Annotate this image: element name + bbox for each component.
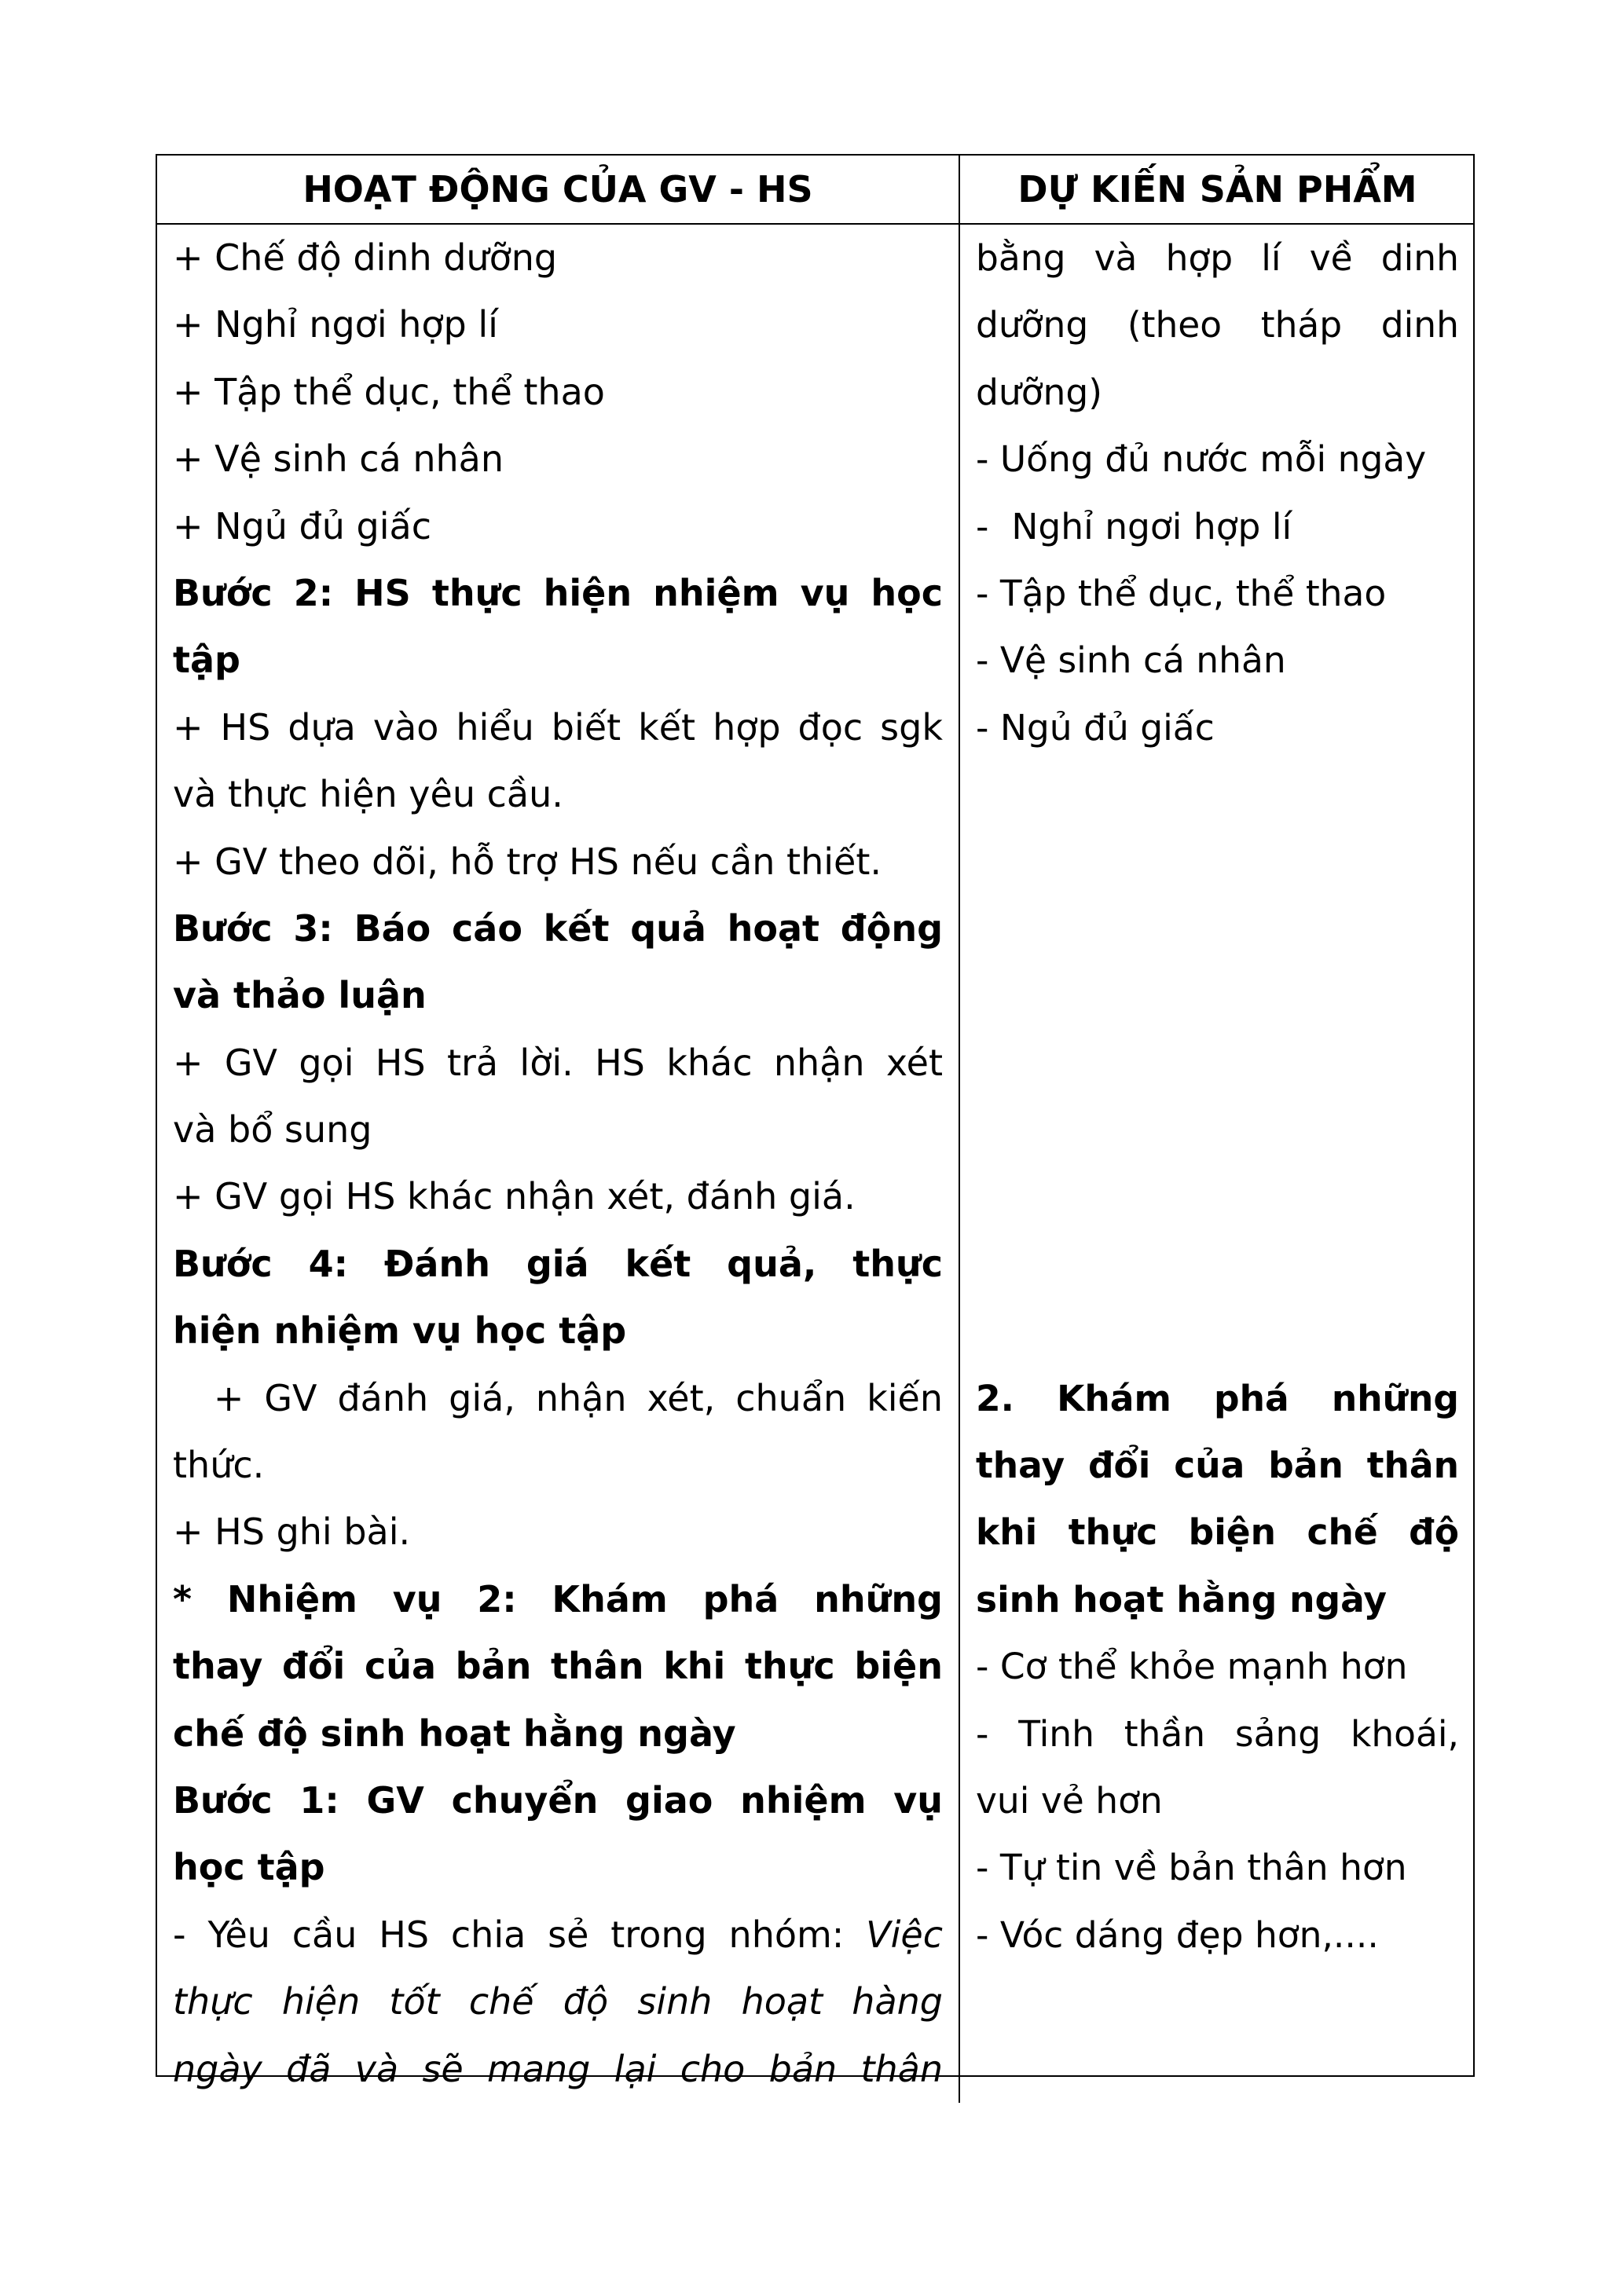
activity-line xyxy=(173,829,943,895)
product-line-text: dưỡng (theo tháp dinh xyxy=(976,304,1459,346)
activity-line-text: + GV theo dõi, hỗ trợ HS nếu cần thiết. xyxy=(173,840,882,883)
activity-line-text: + GV gọi HS khác nhận xét, đánh giá. xyxy=(173,1175,856,1218)
product-line xyxy=(976,1030,1459,1097)
activity-line-text: + Ngủ đủ giấc xyxy=(173,504,431,547)
activity-line-text: hiện nhiệm vụ học tập xyxy=(173,1309,627,1353)
product-line xyxy=(976,1834,1459,1901)
activity-line xyxy=(173,694,943,761)
activity-line-text: ngày đã và sẽ mang lại cho bản thân xyxy=(173,2047,943,2090)
product-line xyxy=(976,627,1459,694)
product-line xyxy=(976,225,1459,291)
product-line xyxy=(976,1633,1459,1700)
product-line-text: dưỡng) xyxy=(976,371,1103,413)
product-line xyxy=(976,1163,1459,1230)
activity-line-text: + Vệ sinh cá nhân xyxy=(173,438,504,481)
activity-line xyxy=(173,761,943,828)
product-line-text: - Ngủ đủ giấc xyxy=(976,706,1215,749)
activity-line xyxy=(173,1499,943,1565)
activity-line xyxy=(173,426,943,493)
activity-line xyxy=(173,1767,943,1834)
activity-line-text: và thực hiện yêu cầu. xyxy=(173,773,563,816)
activity-line xyxy=(173,1432,943,1499)
activity-line xyxy=(173,1163,943,1230)
activity-line-text: + Tập thể dục, thể thao xyxy=(173,370,605,413)
product-line xyxy=(976,1499,1459,1565)
product-line xyxy=(976,694,1459,761)
activity-line-text: + HS dựa vào hiểu biết kết hợp đọc sgk xyxy=(173,705,943,749)
product-line xyxy=(976,1767,1459,1834)
product-line xyxy=(976,291,1459,358)
product-line-text: - Nghỉ ngơi hợp lí xyxy=(976,505,1292,547)
activity-line xyxy=(173,1968,943,2035)
activity-line-text: chế độ sinh hoạt hằng ngày xyxy=(173,1712,736,1755)
activity-line xyxy=(173,1566,943,1633)
activity-line xyxy=(173,493,943,560)
product-line-text: - Tinh thần sảng khoái, xyxy=(976,1712,1459,1755)
activity-line xyxy=(173,359,943,426)
activity-line-text: thực hiện tốt chế độ sinh hoạt hàng xyxy=(173,1980,943,2023)
product-line xyxy=(976,761,1459,828)
activity-line-italic-text: Việc xyxy=(866,1913,943,1956)
product-line xyxy=(976,829,1459,895)
activity-line xyxy=(173,560,943,627)
product-line xyxy=(976,1701,1459,1767)
activity-line-text: + Nghỉ ngơi hợp lí xyxy=(173,303,498,346)
activity-line-text: Bước 2: HS thực hiện nhiệm vụ học xyxy=(173,571,943,614)
activity-line-text: Bước 3: Báo cáo kết quả hoạt động xyxy=(173,906,943,950)
product-line xyxy=(976,1365,1459,1432)
product-line-text: - Vóc dáng đẹp hơn,.... xyxy=(976,1913,1379,1956)
product-line xyxy=(976,493,1459,560)
activity-line-text: Bước 4: Đánh giá kết quả, thực xyxy=(173,1242,943,1285)
product-column xyxy=(960,225,1475,2103)
product-line xyxy=(976,1097,1459,1163)
product-line-text: khi thực biện chế độ xyxy=(976,1511,1459,1554)
product-line xyxy=(976,1902,1459,1968)
product-line xyxy=(976,1231,1459,1298)
activity-line-text: tập xyxy=(173,639,240,682)
product-line-text: thay đổi của bản thân xyxy=(976,1445,1459,1487)
activity-line xyxy=(173,1365,943,1432)
product-line-text: - Tự tin về bản thân hơn xyxy=(976,1847,1407,1889)
activity-line-text: và bổ sung xyxy=(173,1108,372,1152)
product-line-text: - Vệ sinh cá nhân xyxy=(976,639,1286,682)
activity-line xyxy=(173,291,943,358)
activity-line xyxy=(173,1902,943,1968)
activity-line-text: + GV đánh giá, nhận xét, chuẩn kiến xyxy=(173,1376,943,1419)
product-line xyxy=(976,560,1459,627)
activity-table xyxy=(156,154,1475,2090)
product-line-text: vui vẻ hơn xyxy=(976,1779,1163,1822)
activity-line xyxy=(173,627,943,694)
activity-column xyxy=(157,225,960,2103)
activity-line xyxy=(173,2036,943,2103)
activity-line-text: + Chế độ dinh dưỡng xyxy=(173,236,558,279)
activity-line xyxy=(173,225,943,291)
activity-line xyxy=(173,1701,943,1767)
activity-line-text: học tập xyxy=(173,1846,325,1889)
activity-line-text: Bước 1: GV chuyển giao nhiệm vụ xyxy=(173,1778,943,1822)
activity-line xyxy=(173,1298,943,1364)
product-line xyxy=(976,962,1459,1029)
header-expected-product: DỰ KIẾN SẢN PHẨM xyxy=(960,156,1475,225)
activity-line-text: - Yêu cầu HS chia sẻ trong nhóm: xyxy=(173,1913,867,1956)
activity-line-text: thức. xyxy=(173,1444,265,1487)
product-line xyxy=(976,1432,1459,1499)
product-line xyxy=(976,895,1459,962)
product-line-text: - Uống đủ nước mỗi ngày xyxy=(976,438,1427,481)
activity-line xyxy=(173,1030,943,1097)
header-teacher-student-activity: HOẠT ĐỘNG CỦA GV - HS xyxy=(157,156,960,225)
product-line xyxy=(976,1566,1459,1633)
activity-line xyxy=(173,962,943,1029)
product-line-text: - Tập thể dục, thể thao xyxy=(976,572,1387,614)
activity-line xyxy=(173,1231,943,1298)
activity-line xyxy=(173,1834,943,1901)
activity-line-text: * Nhiệm vụ 2: Khám phá những xyxy=(173,1577,943,1620)
activity-line xyxy=(173,1633,943,1700)
activity-line-text: thay đổi của bản thân khi thực biện xyxy=(173,1645,943,1688)
product-line-text: 2. Khám phá những xyxy=(976,1377,1459,1419)
activity-line-text: + HS ghi bài. xyxy=(173,1511,411,1554)
activity-line xyxy=(173,895,943,962)
product-line-text: bằng và hợp lí về dinh xyxy=(976,237,1459,279)
activity-line xyxy=(173,1097,943,1163)
activity-line-text: + GV gọi HS trả lời. HS khác nhận xét xyxy=(173,1041,943,1084)
product-line-text: sinh hoạt hằng ngày xyxy=(976,1578,1388,1620)
product-line xyxy=(976,1298,1459,1364)
product-line-text: - Cơ thể khỏe mạnh hơn xyxy=(976,1646,1408,1688)
product-line xyxy=(976,359,1459,426)
product-line xyxy=(976,426,1459,493)
activity-line-text: và thảo luận xyxy=(173,974,427,1017)
